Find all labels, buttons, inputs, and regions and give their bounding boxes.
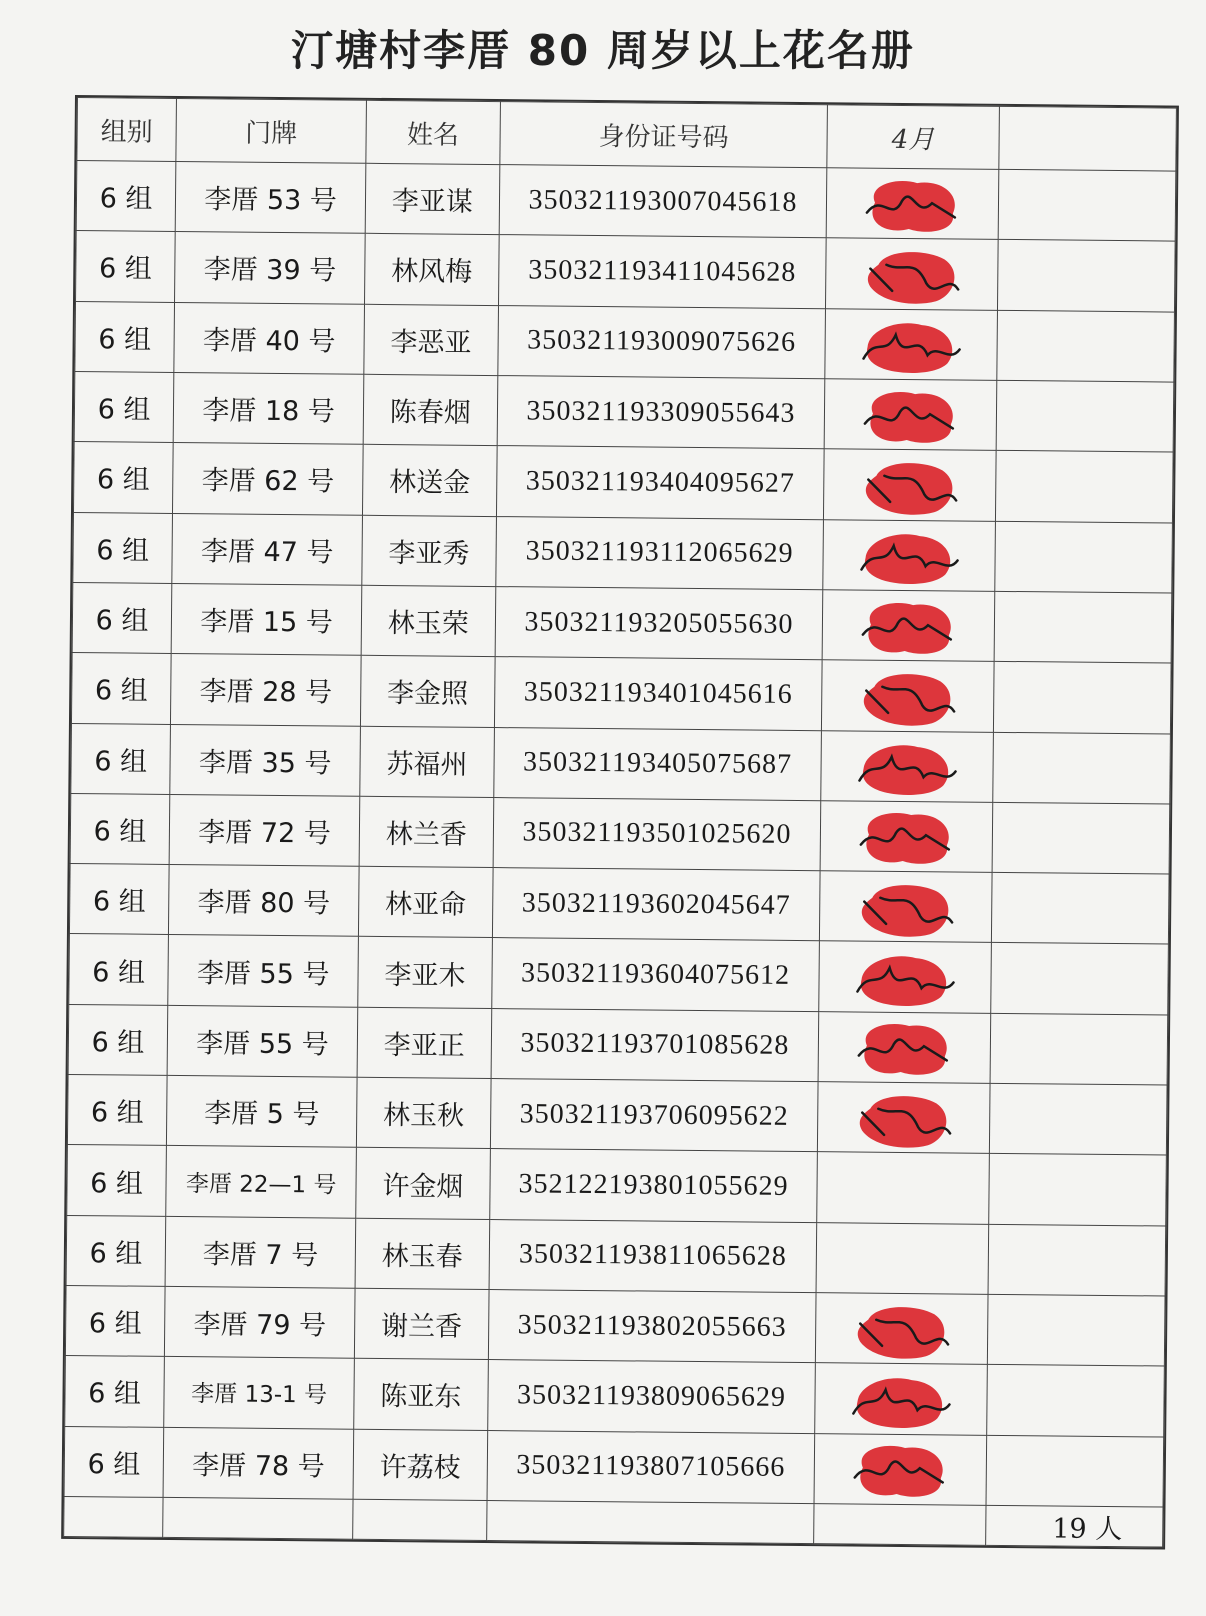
cell-house: 李厝 79 号 (165, 1286, 356, 1358)
cell-id-number: 350321193112065629 (495, 516, 823, 589)
red-fingerprint-signature-icon (855, 383, 966, 446)
red-fingerprint-signature-icon (851, 805, 962, 868)
red-fingerprint-signature-icon (850, 875, 961, 938)
cell-signature (816, 1222, 988, 1294)
cell-house: 李厝 53 号 (175, 161, 366, 233)
header-id: 身份证号码 (500, 102, 828, 168)
cell-extra (992, 802, 1170, 874)
red-fingerprint-signature-icon (846, 1367, 957, 1430)
cell-extra (998, 169, 1176, 241)
cell-signature (827, 168, 999, 240)
cell-group: 6 组 (75, 301, 175, 372)
cell-name: 谢兰香 (354, 1288, 488, 1360)
cell-signature (820, 801, 992, 873)
table-row (75, 301, 1175, 382)
cell-id-number: 350321193405075687 (493, 727, 821, 800)
cell-extra (992, 732, 1170, 804)
total-count: 19 人 (985, 1505, 1163, 1547)
cell-name: 林送金 (363, 445, 497, 517)
cell-group: 6 组 (73, 512, 173, 583)
cell-house: 李厝 39 号 (175, 232, 366, 304)
cell-name: 李恶亚 (364, 304, 498, 376)
cell-signature (820, 871, 992, 943)
roster-table (61, 95, 1179, 1550)
cell-house: 李厝 7 号 (165, 1216, 356, 1288)
cell-name: 苏福州 (360, 726, 494, 798)
cell-signature (824, 379, 996, 451)
cell-name: 许荔枝 (353, 1429, 487, 1501)
fingerprint-ink-mark (867, 323, 953, 374)
cell-house: 李厝 47 号 (172, 513, 363, 585)
cell-name: 林玉春 (355, 1218, 489, 1290)
fingerprint-ink-mark (865, 534, 951, 585)
red-fingerprint-signature-icon (849, 1016, 960, 1079)
cell-id-number: 350321193701085628 (491, 1008, 819, 1081)
cell-group: 6 组 (69, 934, 169, 1005)
cell-signature (817, 1152, 989, 1224)
cell-extra (991, 872, 1169, 944)
cell-name: 林兰香 (359, 796, 493, 868)
table-row (69, 934, 1169, 1015)
cell-group: 6 组 (67, 1075, 167, 1146)
cell-id-number: 352122193801055629 (489, 1149, 817, 1222)
cell-id-number: 350321193404095627 (496, 446, 824, 519)
cell-extra (990, 943, 1168, 1015)
cell-id-number: 350321193802055663 (488, 1290, 816, 1363)
cell-signature (816, 1293, 988, 1365)
cell-signature (826, 238, 998, 310)
cell-house: 李厝 80 号 (169, 865, 360, 937)
table-row (68, 1004, 1168, 1085)
cell-extra (988, 1224, 1166, 1296)
fingerprint-ink-mark (857, 1378, 943, 1429)
cell-extra (994, 591, 1172, 663)
cell-group: 6 组 (73, 442, 173, 513)
cell-name: 许金烟 (356, 1148, 490, 1220)
table-row (69, 864, 1169, 945)
cell-group: 6 组 (72, 582, 172, 653)
header-row (77, 98, 1177, 172)
cell-signature (819, 941, 991, 1013)
cell-house: 李厝 28 号 (171, 654, 362, 726)
cell-name: 林玉秋 (356, 1077, 490, 1149)
cell-group: 6 组 (68, 1004, 168, 1075)
cell-house: 李厝 55 号 (168, 935, 359, 1007)
cell-house: 李厝 40 号 (174, 302, 365, 374)
cell-id-number: 350321193501025620 (493, 797, 821, 870)
red-fingerprint-signature-icon (852, 664, 963, 727)
cell-id-number: 350321193009075626 (497, 305, 825, 378)
cell-id-number: 350321193007045618 (499, 165, 827, 238)
cell-signature (822, 660, 994, 732)
cell-signature (821, 730, 993, 802)
cell-name: 林亚命 (359, 866, 493, 938)
cell-signature (818, 1011, 990, 1083)
red-fingerprint-signature-icon (856, 242, 967, 305)
header-name: 姓名 (366, 100, 500, 164)
cell-extra (989, 1083, 1167, 1155)
red-fingerprint-signature-icon (850, 946, 961, 1009)
cell-group: 6 组 (66, 1215, 166, 1286)
cell-group: 6 组 (65, 1356, 165, 1427)
cell-name: 陈春烟 (363, 374, 497, 446)
red-fingerprint-signature-icon (845, 1438, 956, 1501)
header-house: 门牌 (176, 98, 367, 163)
header-extra (998, 106, 1176, 171)
cell-house: 李厝 22—1 号 (166, 1146, 357, 1218)
cell-house: 李厝 72 号 (169, 794, 360, 866)
fingerprint-ink-mark (861, 956, 947, 1007)
cell-id-number: 350321193809065629 (487, 1360, 815, 1433)
page-title: 汀塘村李厝 80 周岁以上花名册 (291, 26, 915, 75)
cell-extra (987, 1294, 1165, 1366)
cell-house: 李厝 78 号 (163, 1427, 354, 1499)
cell-signature (825, 308, 997, 380)
cell-signature (815, 1363, 987, 1435)
cell-signature (818, 1082, 990, 1154)
cell-group: 6 组 (74, 371, 174, 442)
cell-house: 李厝 15 号 (171, 583, 362, 655)
red-fingerprint-signature-icon (853, 594, 964, 657)
cell-house: 李厝 13-1 号 (164, 1357, 355, 1429)
footer-empty-4 (486, 1501, 814, 1544)
cell-id-number: 350321193604075612 (491, 938, 819, 1011)
cell-name: 李亚秀 (362, 515, 496, 587)
cell-extra (986, 1365, 1164, 1437)
table-row (74, 371, 1174, 452)
red-fingerprint-signature-icon (857, 172, 968, 235)
cell-signature (822, 590, 994, 662)
header-month: 4月 (827, 105, 999, 170)
cell-name: 李金照 (361, 655, 495, 727)
cell-name: 陈亚东 (354, 1359, 488, 1431)
cell-group: 6 组 (70, 793, 170, 864)
table-row (71, 723, 1171, 804)
cell-group: 6 组 (69, 864, 169, 935)
red-fingerprint-signature-icon (846, 1297, 957, 1360)
cell-name: 林风梅 (365, 234, 499, 306)
red-fingerprint-signature-icon (856, 313, 967, 376)
table-row (67, 1075, 1167, 1156)
cell-id-number: 350321193205055630 (495, 586, 823, 659)
cell-extra (993, 662, 1171, 734)
cell-house: 李厝 18 号 (173, 372, 364, 444)
table-row (70, 793, 1170, 874)
cell-extra (996, 380, 1174, 452)
cell-group: 6 组 (67, 1145, 167, 1216)
cell-id-number: 350321193807105666 (487, 1430, 815, 1504)
cell-name: 李亚谋 (365, 163, 499, 235)
fingerprint-ink-mark (863, 745, 949, 796)
cell-group: 6 组 (65, 1285, 165, 1356)
red-fingerprint-signature-icon (848, 1086, 959, 1149)
cell-signature (814, 1433, 986, 1505)
table-row (65, 1356, 1165, 1437)
cell-extra (990, 1013, 1168, 1085)
cell-group: 6 组 (71, 723, 171, 794)
table-row (73, 442, 1173, 523)
cell-group: 6 组 (76, 231, 176, 302)
cell-group: 6 组 (64, 1426, 164, 1497)
header-group: 组别 (77, 98, 177, 162)
table-row (66, 1215, 1166, 1296)
red-fingerprint-signature-icon (854, 524, 965, 587)
cell-house: 李厝 35 号 (170, 724, 361, 796)
cell-name: 李亚木 (358, 937, 492, 1009)
cell-extra (994, 521, 1172, 593)
table-row (76, 161, 1176, 242)
cell-house: 李厝 5 号 (167, 1075, 358, 1147)
red-fingerprint-signature-icon (852, 735, 963, 798)
cell-id-number: 350321193411045628 (498, 235, 826, 308)
cell-extra (995, 451, 1173, 523)
footer-empty-5 (814, 1504, 986, 1546)
cell-id-number: 350321193602045647 (492, 868, 820, 941)
red-fingerprint-signature-icon (854, 453, 965, 516)
cell-signature (823, 519, 995, 591)
table-row (65, 1285, 1165, 1366)
cell-id-number: 350321193309055643 (497, 376, 825, 449)
footer-empty-3 (353, 1499, 487, 1540)
cell-name: 李亚正 (357, 1007, 491, 1079)
cell-extra (988, 1154, 1166, 1226)
cell-id-number: 350321193811065628 (489, 1219, 817, 1292)
cell-extra (996, 310, 1174, 382)
cell-name: 林玉荣 (361, 585, 495, 657)
table-row (64, 1426, 1164, 1507)
footer-empty-2 (163, 1497, 353, 1539)
cell-signature (824, 449, 996, 521)
footer-empty-1 (64, 1496, 164, 1537)
cell-id-number: 350321193401045616 (494, 657, 822, 730)
table-row (76, 231, 1176, 312)
table-row (72, 582, 1172, 663)
cell-id-number: 350321193706095622 (490, 1079, 818, 1152)
table-row (67, 1145, 1167, 1226)
cell-extra (986, 1435, 1164, 1507)
cell-group: 6 组 (76, 161, 176, 232)
table-row (73, 512, 1173, 593)
cell-group: 6 组 (71, 653, 171, 724)
table-row (71, 653, 1171, 734)
cell-extra (997, 240, 1175, 312)
cell-house: 李厝 62 号 (173, 443, 364, 515)
cell-house: 李厝 55 号 (167, 1005, 358, 1077)
